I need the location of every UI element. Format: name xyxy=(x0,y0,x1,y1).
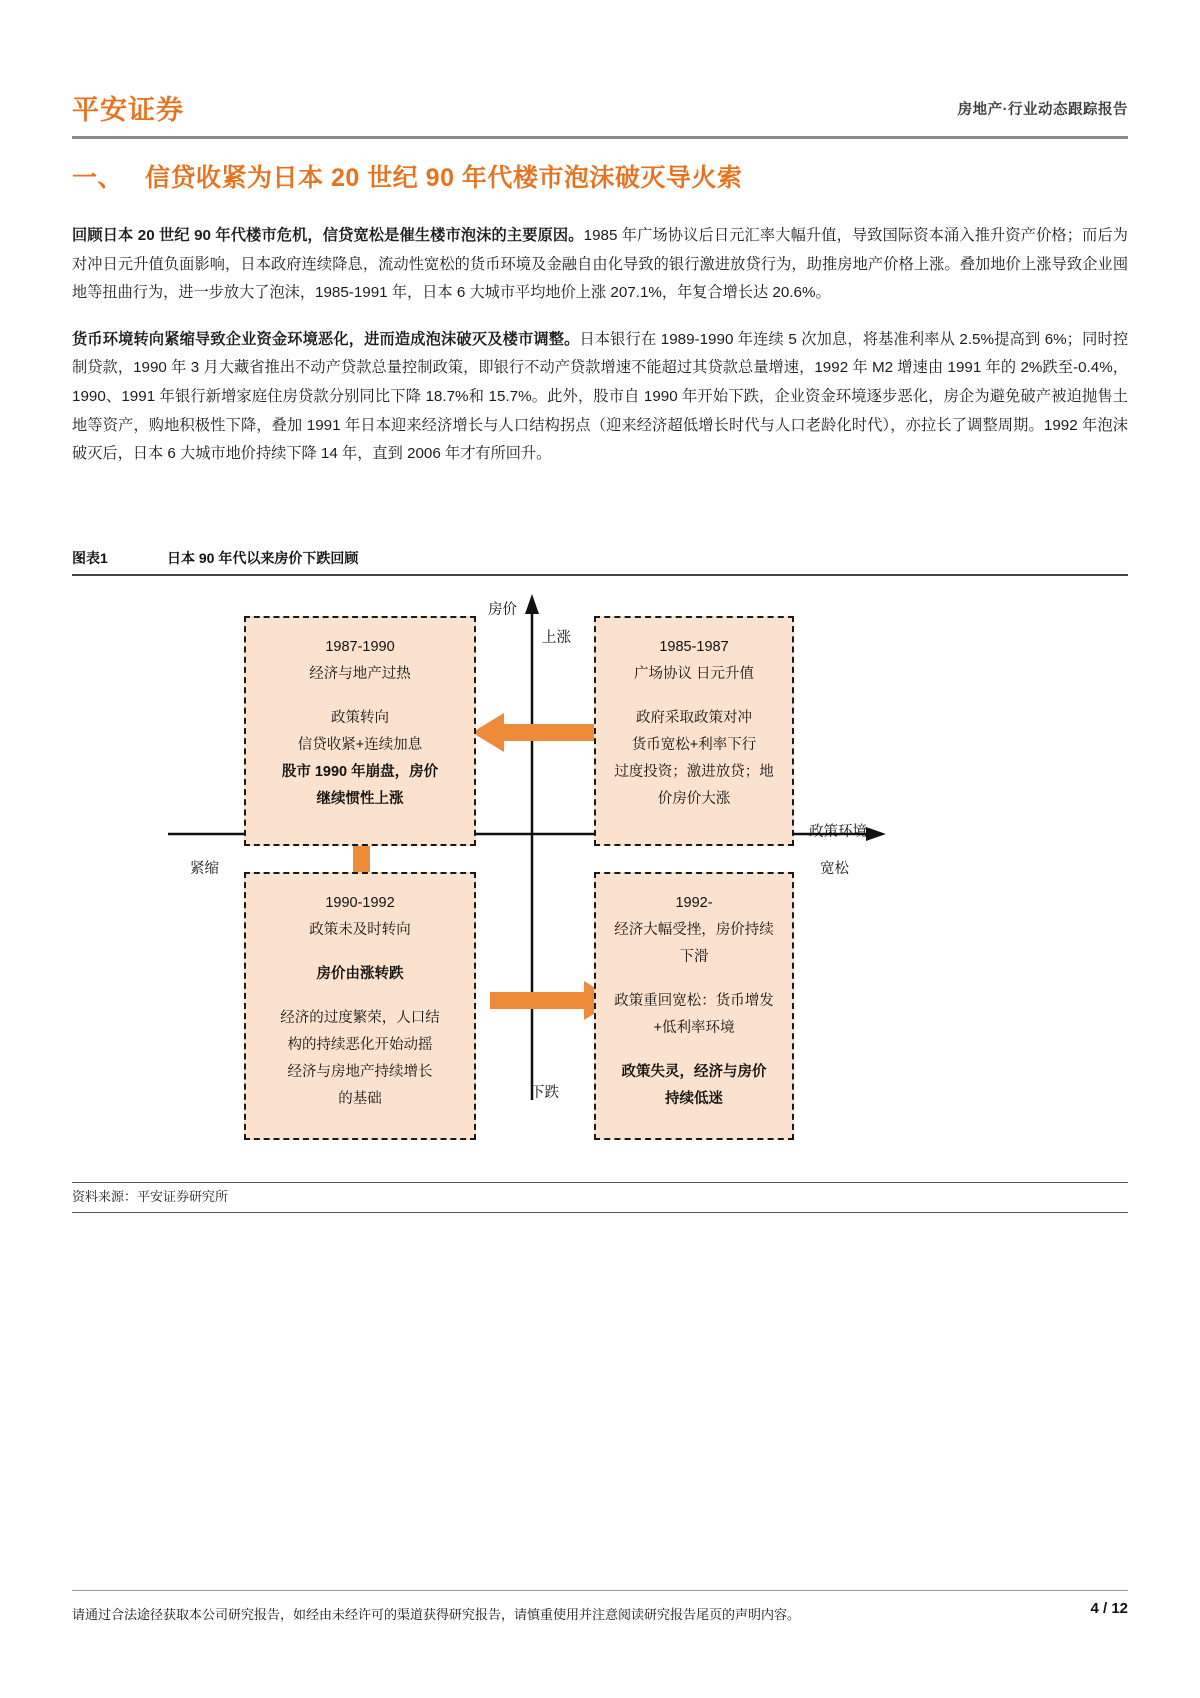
footer-divider xyxy=(72,1590,1128,1591)
box-line: 政策未及时转向 xyxy=(309,922,411,938)
box-line-spacer xyxy=(256,944,464,961)
quadrant-box-top-left xyxy=(244,616,476,846)
box-line: 政府采取政策对冲 xyxy=(636,710,752,726)
box-line: 政策重回宽松：货币增发 xyxy=(614,993,774,1009)
box-line: 持续低迷 xyxy=(665,1091,723,1107)
box-line: 经济与地产过热 xyxy=(309,666,411,682)
box-line: 股市 1990 年崩盘，房价 xyxy=(281,764,439,780)
box-line-spacer xyxy=(606,688,782,705)
quadrant-box-bottom-right xyxy=(594,872,794,1140)
exhibit-title-row xyxy=(72,548,1128,568)
box-line-spacer xyxy=(606,971,782,988)
box-line: 房价由涨转跌 xyxy=(316,966,404,982)
paragraph-2-lead: 货币环境转向紧缩导致企业资金环境恶化，进而造成泡沫破灭及楼市调整。 xyxy=(72,330,580,348)
box-period: 1987-1990 xyxy=(325,639,395,655)
box-line: 货币宽松+利率下行 xyxy=(631,737,757,753)
axis-label-down: 下跌 xyxy=(530,1085,559,1101)
exhibit-bottom-divider xyxy=(72,1182,1128,1183)
page-number: 4 / 12 xyxy=(1090,1600,1128,1617)
footer-disclaimer: 请通过合法途径获取本公司研究报告，如经由未经许可的渠道获得研究报告，请慎重使用并注意阅读研究报告尾页的声明内容。 xyxy=(72,1607,801,1622)
box-line: 过度投资；激进放贷；地 xyxy=(614,764,774,780)
y-axis-arrowhead xyxy=(525,594,539,614)
axis-label-tight: 紧缩 xyxy=(190,861,219,877)
box-lines xyxy=(606,661,782,813)
box-line: 经济与房地产持续增长 xyxy=(287,1064,433,1080)
box-line: 下滑 xyxy=(679,949,709,965)
body-text xyxy=(72,222,1128,487)
box-line-spacer xyxy=(606,1042,782,1059)
quadrant-diagram xyxy=(72,580,1128,1178)
box-line: 政策转向 xyxy=(331,710,389,726)
box-line: +低利率环境 xyxy=(653,1020,735,1036)
axis-label-price: 房价 xyxy=(488,602,517,618)
paragraph-1-body: 1985 年广场协议后日元汇率大幅升值，导致国际资本涌入推升资产价格；而后为对冲日元升值负面影响，日本政府连续降息，流动性宽松的货币环境及金融自由化导致的银行激进放贷行为，助推房地产价格上涨。叠加地价上涨导致企业囤地等扭曲行为，进一步放大了泡沫，1985-1991 年，日本 6 大城市平均地价上涨 207.1%，年复合增长达 20.6%。 xyxy=(72,227,1128,302)
exhibit-source: 资料来源：平安证券研究所 xyxy=(72,1189,229,1204)
box-lines xyxy=(256,917,464,1113)
box-period: 1992- xyxy=(675,895,713,911)
paragraph-1-lead: 回顾日本 20 世纪 90 年代楼市危机，信贷宽松是催生楼市泡沫的主要原因。 xyxy=(72,227,584,244)
box-line: 经济大幅受挫，房价持续 xyxy=(614,922,774,938)
exhibit-title: 日本 90 年代以来房价下跌回顾 xyxy=(167,550,359,566)
box-lines xyxy=(256,661,464,813)
box-line: 经济的过度繁荣，人口结 xyxy=(280,1010,440,1026)
paragraph-2 xyxy=(72,326,1128,469)
exhibit-top-divider xyxy=(72,574,1128,576)
box-line: 价房价大涨 xyxy=(657,791,731,807)
section-title: 信贷收紧为日本 20 世纪 90 年代楼市泡沫破灭导火索 xyxy=(145,164,743,192)
arrow-right-to-left-top xyxy=(472,713,602,752)
box-line: 的基础 xyxy=(338,1091,382,1107)
axis-label-policy: 政策环境 xyxy=(809,824,867,840)
x-axis-arrowhead xyxy=(866,827,886,841)
page-header xyxy=(72,88,1128,136)
quadrant-box-top-right xyxy=(594,616,794,846)
exhibit-source-divider xyxy=(72,1212,1128,1213)
axis-label-up: 上涨 xyxy=(542,630,571,646)
box-line: 继续惯性上涨 xyxy=(316,791,404,807)
box-line: 信贷收紧+连续加息 xyxy=(297,737,423,753)
quadrant-box-bottom-left xyxy=(244,872,476,1140)
box-lines xyxy=(606,917,782,1113)
box-line-spacer xyxy=(256,988,464,1005)
box-line: 广场协议 日元升值 xyxy=(633,666,755,682)
box-line: 构的持续恶化开始动摇 xyxy=(287,1037,433,1053)
paragraph-2-body: 日本银行在 1989-1990 年连续 5 次加息，将基准利率从 2.5%提高到 6%；同时控制贷款，1990 年 3 月大藏省推出不动产贷款总量控制政策，即银行不动产贷款增速不能超过其贷款总量增速，1992 年 M2 增速由 1991 年的 2%跌至-0.4%，1990、1991 年银行新增家庭住房贷款分别同比下降 18.7%和 15.7%。此外，股市自 1990 年开始下跌，企业资金环境逐步恶化，房企为避免破产被迫抛售土地等资产，购地积极性下降，叠加 1991 年日本迎来经济增长与人口结构拐点（迎来经济超低增长时代与人口老龄化时代），亦拉长了调整周期。1992 年泡沫破灭后，日本 6 大城市地价持续下降 14 年，直到 2006 年才有所回升。 xyxy=(72,330,1129,463)
exhibit-tag: 图表1 xyxy=(72,550,108,566)
report-category-label: 房地产·行业动态跟踪报告 xyxy=(957,102,1128,118)
box-period: 1985-1987 xyxy=(659,639,729,655)
section-heading xyxy=(72,158,1128,194)
box-line-spacer xyxy=(256,688,464,705)
box-period: 1990-1992 xyxy=(325,895,395,911)
axis-label-loose: 宽松 xyxy=(820,861,849,877)
box-line: 政策失灵，经济与房价 xyxy=(621,1064,767,1080)
section-number: 一、 xyxy=(72,164,124,192)
header-divider xyxy=(72,136,1128,139)
company-logo: 平安证券 xyxy=(72,95,184,126)
paragraph-1 xyxy=(72,222,1128,308)
